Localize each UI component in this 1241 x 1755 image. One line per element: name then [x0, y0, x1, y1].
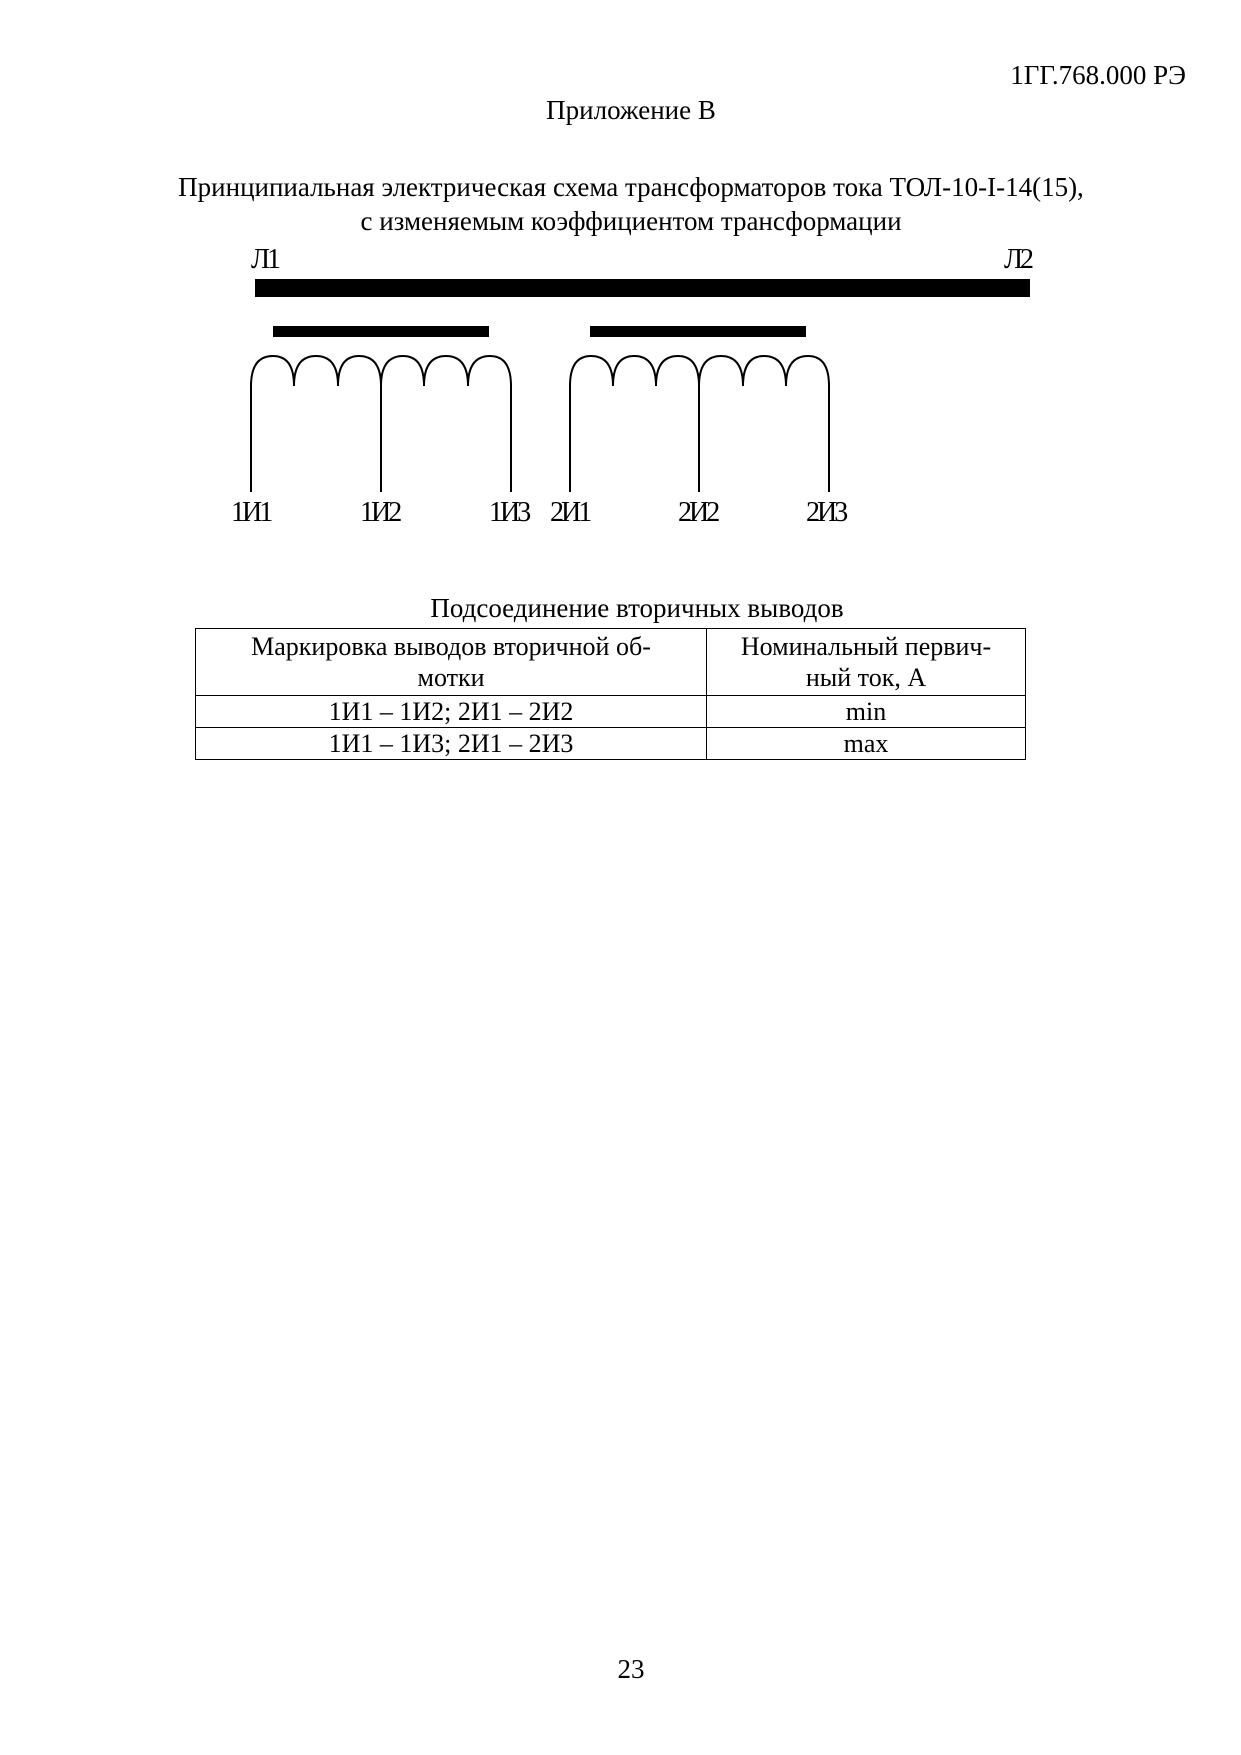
- page-number: 23: [617, 1654, 645, 1684]
- appendix-title: Приложение В: [546, 95, 716, 125]
- terminal-1i3-label: 1И3: [489, 497, 529, 528]
- connection-table: [195, 628, 1026, 760]
- header-rated-current: [707, 629, 1026, 696]
- caption-line-1: Принципиальная электрическая схема трансформаторов тока ТОЛ-10-I-14(15),: [178, 172, 1084, 202]
- header-terminal-marking: [196, 629, 707, 696]
- document-code: 1ГГ.768.000 РЭ: [1010, 60, 1186, 90]
- terminal-1i2-label: 1И2: [360, 497, 400, 528]
- header-col2-line2: ный ток, А: [805, 663, 927, 692]
- transformer-schematic: [0, 0, 1241, 560]
- core-bar-1: [273, 326, 489, 337]
- table-header-row: [196, 629, 1026, 696]
- terminal-2i3-label: 2И3: [806, 497, 846, 528]
- terminal-2i1-label: 2И1: [550, 497, 590, 528]
- table-row: [196, 728, 1026, 760]
- terminal-1i1-label: 1И1: [231, 497, 271, 528]
- table-title: Подсоединение вторичных выводов: [430, 593, 844, 623]
- caption-line-2: с изменяемым коэффициентом трансформации: [360, 206, 902, 236]
- table-cell-current: max: [707, 728, 1026, 760]
- table-cell-marking: 1И1 – 1И3; 2И1 – 2И3: [196, 728, 707, 760]
- header-col1-line1: Маркировка выводов вторичной об-: [251, 632, 651, 661]
- table-cell-current: min: [707, 696, 1026, 728]
- terminal-2i2-label: 2И2: [678, 497, 718, 528]
- header-col2-line1: Номинальный первич-: [740, 632, 992, 661]
- header-col1-line2: мотки: [417, 663, 485, 692]
- table-row: [196, 696, 1026, 728]
- primary-end-label: Л2: [1004, 244, 1031, 275]
- primary-start-label: Л1: [251, 244, 278, 275]
- table-cell-marking: 1И1 – 1И2; 2И1 – 2И2: [196, 696, 707, 728]
- primary-bus-bar: [255, 279, 1030, 297]
- core-bar-2: [590, 326, 806, 337]
